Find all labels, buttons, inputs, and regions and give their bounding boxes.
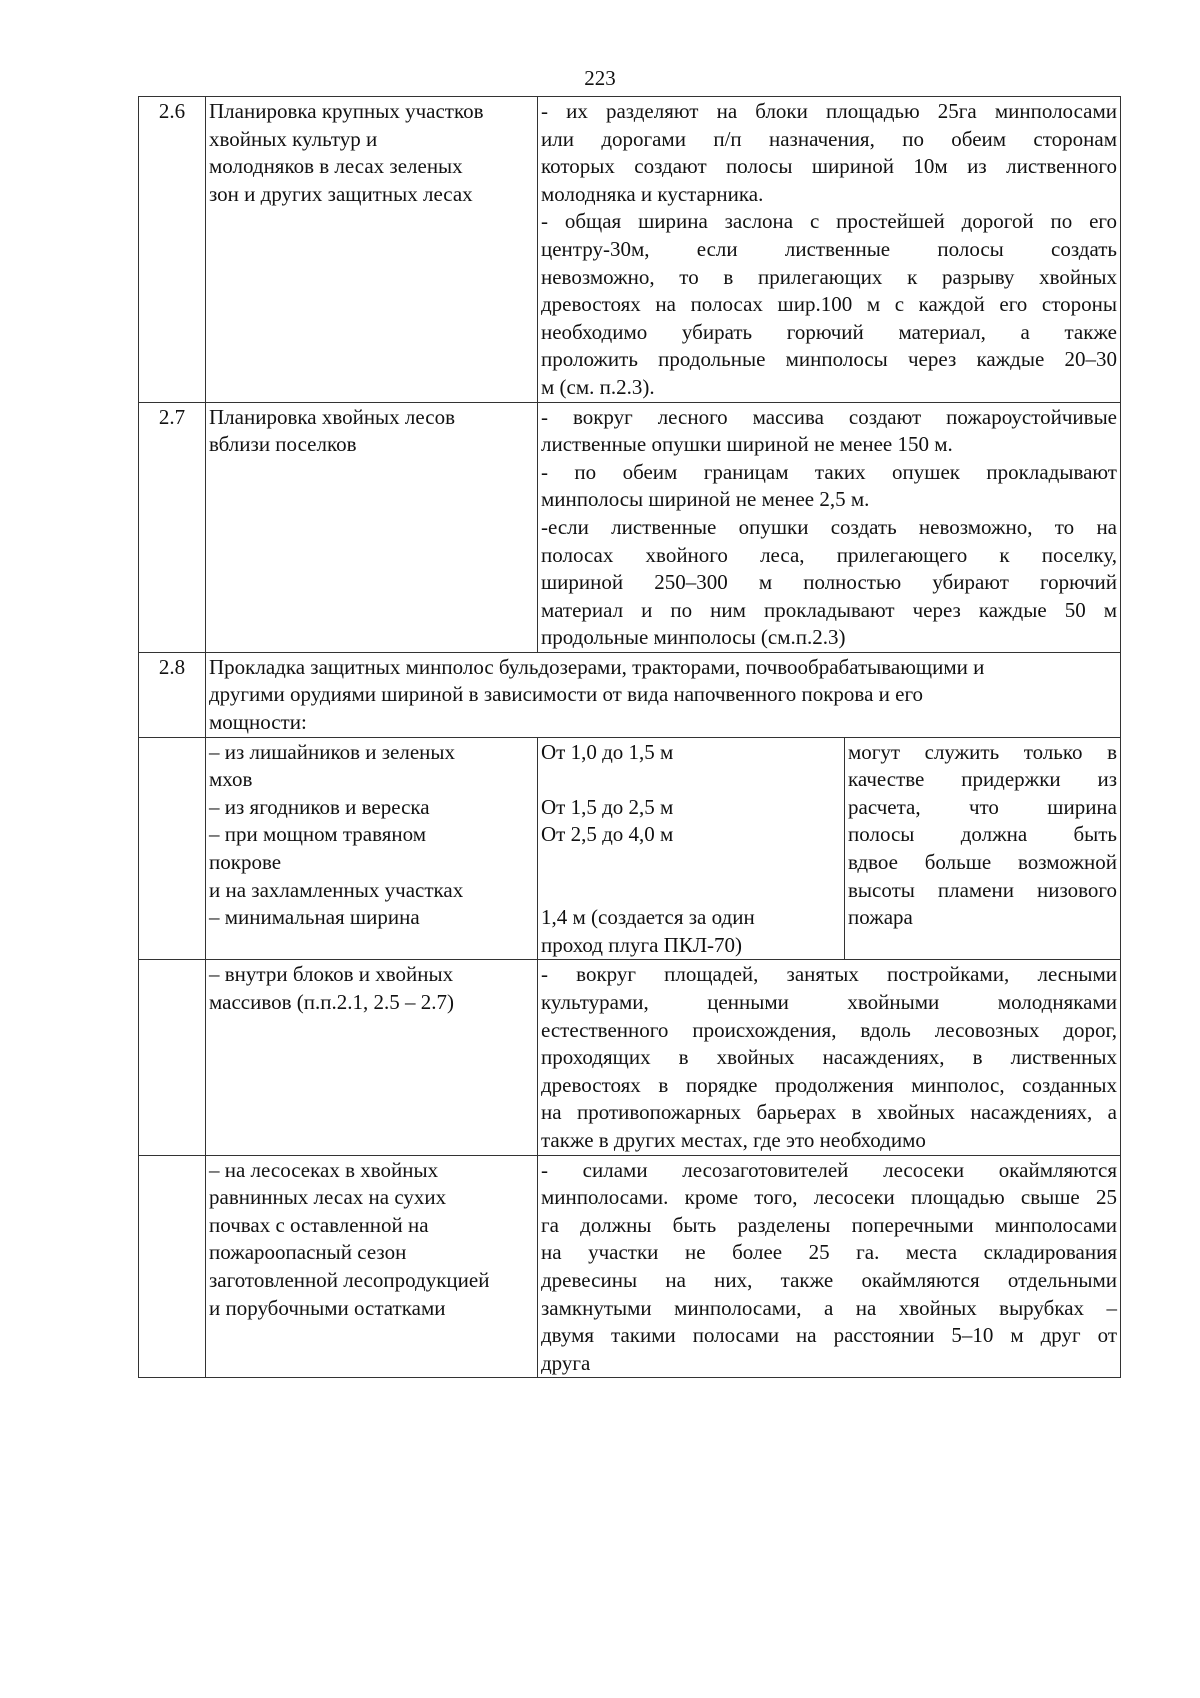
table-row-inside-blocks — [139, 960, 1121, 1155]
empty-cell — [139, 737, 206, 960]
measure-name: Планировка хвойных лесов вблизи поселков — [206, 402, 538, 652]
fire-prevention-table — [138, 96, 1121, 1378]
row-number: 2.7 — [139, 402, 206, 652]
page-number: 223 — [584, 66, 616, 90]
table-row-logging-sites — [139, 1155, 1121, 1378]
measure-description: - их разделяют на блоки площадью 25га минполосами или дорогами п/п назначения, по обеим сторонам которых создают полосы шириной 10м из лиственного молодняка и кустарника. - общая ширина заслона с простейшей дорогой по его центру-30м, если лиственные полосы создать невозможно, то в прилегающих к разрыву хвойных древостоях на полосах шир.100 м с каждой его стороны необходимо убирать горючий материал, а также проложить продольные минполосы через каждые 20–30 м (см. п.2.3). — [538, 97, 1121, 403]
measure-description: - вокруг лесного массива создают пожароустойчивые лиственные опушки шириной не менее 150 м. - по обеим границам таких опушек прокладывают минполосы шириной не менее 2,5 м. -если лиственные опушки создать невозможно, то на полосах хвойного леса, прилегающего к поселку, шириной 250–300 м полностью убирают горючий материал и по ним прокладывают через каждые 50 м продольные минполосы (см.п.2.3) — [538, 402, 1121, 652]
measure-name: Планировка крупных участков хвойных культур и молодняков в лесах зеленых зон и других защитных лесах — [206, 97, 538, 403]
cover-types: – из лишайников и зеленых мхов – из ягодников и вереска – при мощном травяном покрове и на захламленных участках – минимальная ширина — [206, 737, 538, 960]
table-row-2-7 — [139, 402, 1121, 652]
location-name: – внутри блоков и хвойных массивов (п.п.2.1, 2.5 – 2.7) — [206, 960, 538, 1155]
empty-cell — [139, 960, 206, 1155]
table-row-strip-widths — [139, 737, 1121, 960]
location-description: - вокруг площадей, занятых постройками, лесными культурами, ценными хвойными молодняками естественного происхождения, вдоль лесовозных дорог, проходящих в хвойных насаждениях, в лиственных древостоях в порядке продолжения минполос, созданных на противопожарных барьерах в хвойных насаждениях, а также в других местах, где это необходимо — [538, 960, 1121, 1155]
location-description: - силами лесозаготовителей лесосеки окаймляются минполосами. кроме того, лесосеки площадью свыше 25 га должны быть разделены поперечными минполосами на участки не более 25 га. места складирования древесины на них, также окаймляются отдельными замкнутыми минполосами, а на хвойных вырубках – двумя такими полосами на расстоянии 5–10 м друг от друга — [538, 1155, 1121, 1378]
location-name: – на лесосеках в хвойных равнинных лесах на сухих почвах с оставленной на пожароопасный сезон заготовленной лесопродукцией и порубочными остатками — [206, 1155, 538, 1378]
table-row-2-6 — [139, 97, 1121, 403]
empty-cell — [139, 1155, 206, 1378]
table-row-2-8 — [139, 652, 1121, 737]
row-number: 2.6 — [139, 97, 206, 403]
width-note: могут служить только в качестве придержки из расчета, что ширина полосы должна быть вдвое больше возможной высоты пламени низового пожара — [845, 737, 1121, 960]
strip-widths: От 1,0 до 1,5 м От 1,5 до 2,5 м От 2,5 до 4,0 м 1,4 м (создается за один проход плуга ПКЛ-70) — [538, 737, 845, 960]
section-heading: Прокладка защитных минполос бульдозерами, тракторами, почвообрабатывающими и другими орудиями шириной в зависимости от вида напочвенного покрова и его мощности: — [206, 652, 1121, 737]
row-number: 2.8 — [139, 652, 206, 737]
